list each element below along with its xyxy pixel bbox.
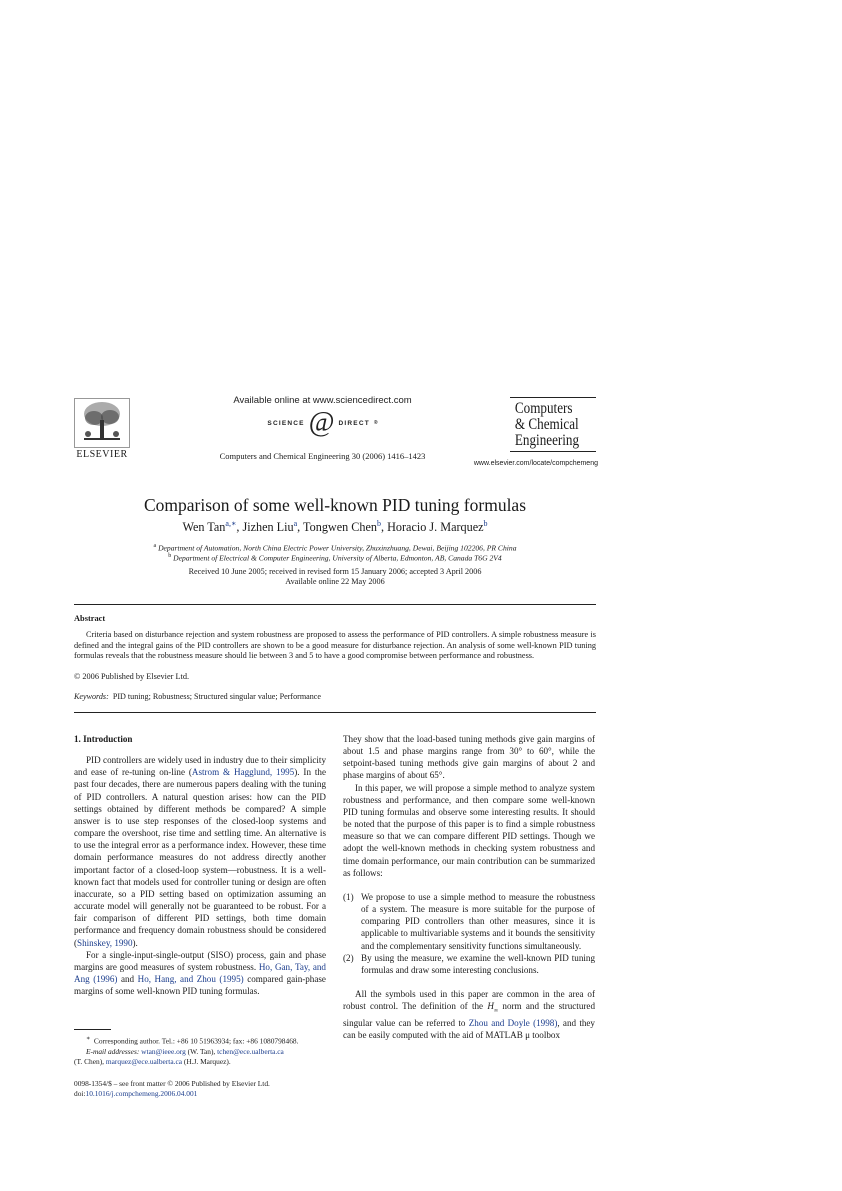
author-affil-link[interactable]: b xyxy=(483,518,488,528)
list-item: (2) By using the measure, we examine the well-known PID tuning formulas and draw some interesting conclusions. xyxy=(343,952,595,975)
journal-logo-line-2: & Chemical xyxy=(514,416,579,433)
received-dates: Received 10 June 2005; received in revised form 15 January 2006; accepted 3 April 2006 xyxy=(188,567,482,576)
email-link[interactable]: marquez@ece.ualberta.ca xyxy=(105,1056,183,1066)
citation-link[interactable]: Astrom & Hagglund, 1995 xyxy=(191,767,295,778)
citation-link[interactable]: Zhou and Doyle (1998) xyxy=(468,1018,558,1029)
sciencedirect-block xyxy=(215,395,430,436)
list-item: (1) We propose to use a simple method to measure the robustness of a system. The measure is more suitable for the purpose of comparing PID controllers than other measures, since it is applicable to multivariable systems and it bounds the sensitivity and the complementary sensitivity functions simultaneously. xyxy=(343,891,595,951)
keywords xyxy=(74,692,321,701)
keywords-label: Keywords: xyxy=(74,692,109,701)
affiliation-b: $^b$ Department of Electrical & Computer Engineering, University of Alberta, Edmonton, AB, Canada T6G 2V4 xyxy=(168,553,502,563)
online-date: Available online 22 May 2006 xyxy=(285,577,385,586)
author-name: Horacio J. Marquez xyxy=(387,520,484,534)
author-affil-link[interactable]: a,∗ xyxy=(225,518,237,528)
email-link[interactable]: wtan@ieee.org xyxy=(141,1046,186,1056)
divider xyxy=(74,604,596,605)
author-name: Tongwen Chen xyxy=(303,520,377,534)
journal-logo-line-1: Computers xyxy=(514,400,573,417)
footnote-rule xyxy=(74,1029,111,1030)
sd-logo-at-icon: @ xyxy=(308,407,335,438)
sd-logo-trademark: ® xyxy=(373,420,378,426)
divider xyxy=(74,712,596,713)
author-name: Wen Tan xyxy=(182,520,226,534)
sd-logo-science: SCIENCE xyxy=(267,419,305,427)
right-column xyxy=(343,733,595,1041)
citation-link[interactable]: Ho, Gan, Tay, and Ang (1996) xyxy=(74,961,326,984)
citation-link[interactable]: Ho, Hang, and Zhou (1995) xyxy=(137,973,244,984)
sd-logo-direct: DIRECT xyxy=(338,419,370,427)
issn-line: 0098-1354/$ – see front matter © 2006 Published by Elsevier Ltd. xyxy=(74,1079,270,1088)
journal-citation: Computers and Chemical Engineering 30 (2006) 1416–1423 xyxy=(219,451,426,461)
journal-logo-line-3: Engineering xyxy=(514,432,580,449)
intro-paragraph-1: PID controllers are widely used in industry due to their simplicity and ease of re-tuning on-line (Astrom & Hagglund, 1995). In the past four decades, there are numerous papers dealing with the tuning of PID controllers. A natural question arises: how can the PID settings obtained by different methods be compared? A simple answer is to use step responses of the closed-loop systems and compare the overshoot, rise time and settling time. An alternative is to use the integral error as a performance index. However, these time domain performance measures do not address directly another important factor of a closed-loop system—robustness. It is a well-known fact that models used for controller tuning or design are often inaccurate, so a PID setting based on optimization assuming an accurate model will generally not be guaranteed to be robust. For a fair comparison of different PID settings, both time domain performance and frequency domain robustness should be considered (Shinskey, 1990). xyxy=(74,755,326,948)
email-link[interactable]: tchen@ece.ualberta.ca xyxy=(217,1046,284,1056)
author-affil-link[interactable]: b xyxy=(377,518,381,528)
author-list: Wen Tan$^{a,∗}$, Jizhen Liu$^a$, Tongwen Chen$^b$, Horacio J. Marquez$^b$ xyxy=(182,518,488,534)
publisher-name: ELSEVIER xyxy=(76,449,128,460)
body-paragraph: In this paper, we will propose a simple method to analyze system robustness and performance, and then compare some well-known PID tuning formulas and observe some interesting results. It should be noted that the purpose of this paper is to find a simple robustness measure so that we can compare different PID settings. Though we adopt the well-known methods in checking system robustness and time domain performance, our main contribution can be summarized as follows: xyxy=(343,782,595,878)
body-paragraph: All the symbols used in this paper are common in the area of robust control. The definition of the $H_\infty$ norm and the structured singular value can be referred to Zhou and Doyle (1998), and they can be easily computed with the aid of MATLAB μ toolbox xyxy=(343,988,595,1041)
doi-line: doi:10.1016/j.compchemeng.2006.04.001 xyxy=(74,1089,198,1098)
abstract-copyright: © 2006 Published by Elsevier Ltd. xyxy=(74,672,190,681)
author-name: Jizhen Liu xyxy=(242,520,294,534)
keywords-text: PID tuning; Robustness; Structured singular value; Performance xyxy=(112,692,321,701)
section-heading: 1. Introduction xyxy=(74,734,133,744)
body-paragraph: They show that the load-based tuning methods give gain margins of about 1.5 and phase margins range from 30° to 60°, while the setpoint-based tuning methods give gain margins of about 2 and phase margins of about 65°. xyxy=(343,734,595,781)
journal-logo xyxy=(510,397,596,452)
paper-title: Comparison of some well-known PID tuning formulas xyxy=(143,495,527,515)
journal-url[interactable]: www.elsevier.com/locate/compchemeng xyxy=(473,460,598,467)
doi-link[interactable]: 10.1016/j.compchemeng.2006.04.001 xyxy=(85,1089,198,1098)
sciencedirect-available-text: Available online at www.sciencedirect.com xyxy=(233,395,412,406)
front-matter xyxy=(74,1079,374,1099)
abstract-heading: Abstract xyxy=(74,614,106,623)
footnote: ∗ Corresponding author. Tel.: +86 10 51963934; fax: +86 1080798468. E-mail addresses: wtan@ieee.org (W. Tan), tchen@ece.ualberta.ca (T. Chen), marquez@ece.ualberta.ca (H.J. Marquez). xyxy=(74,1036,299,1066)
affiliation-a: $^a$ Department of Automation, North China Electric Power University, Zhuxinzhuang, Dewai, Beijing 102206, PR China xyxy=(153,543,517,553)
sciencedirect-logo xyxy=(215,407,430,438)
author-affil-link[interactable]: a xyxy=(293,518,298,528)
citation-link[interactable]: Shinskey, 1990 xyxy=(77,937,133,948)
elsevier-logo xyxy=(74,398,130,460)
elsevier-tree-icon xyxy=(74,398,130,448)
intro-paragraph-2: For a single-input-single-output (SISO) process, gain and phase margins are good measures of system robustness. Ho, Gan, Tay, and Ang (1996) and Ho, Hang, and Zhou (1995) compared gain-phase margins of some well-known PID tuning formulas. xyxy=(74,949,326,997)
left-column xyxy=(74,733,326,997)
abstract-body: Criteria based on disturbance rejection and system robustness are proposed to assess the performance of PID controllers. A simple robustness measure is defined and the integral gains of the PID controllers are shown to be a good measure for disturbance rejection. An analysis of some well-known PID tuning formulas reveals that the robustness measure should lie between 3 and 5 to have a good compromise between performance and robustness. xyxy=(74,630,596,661)
